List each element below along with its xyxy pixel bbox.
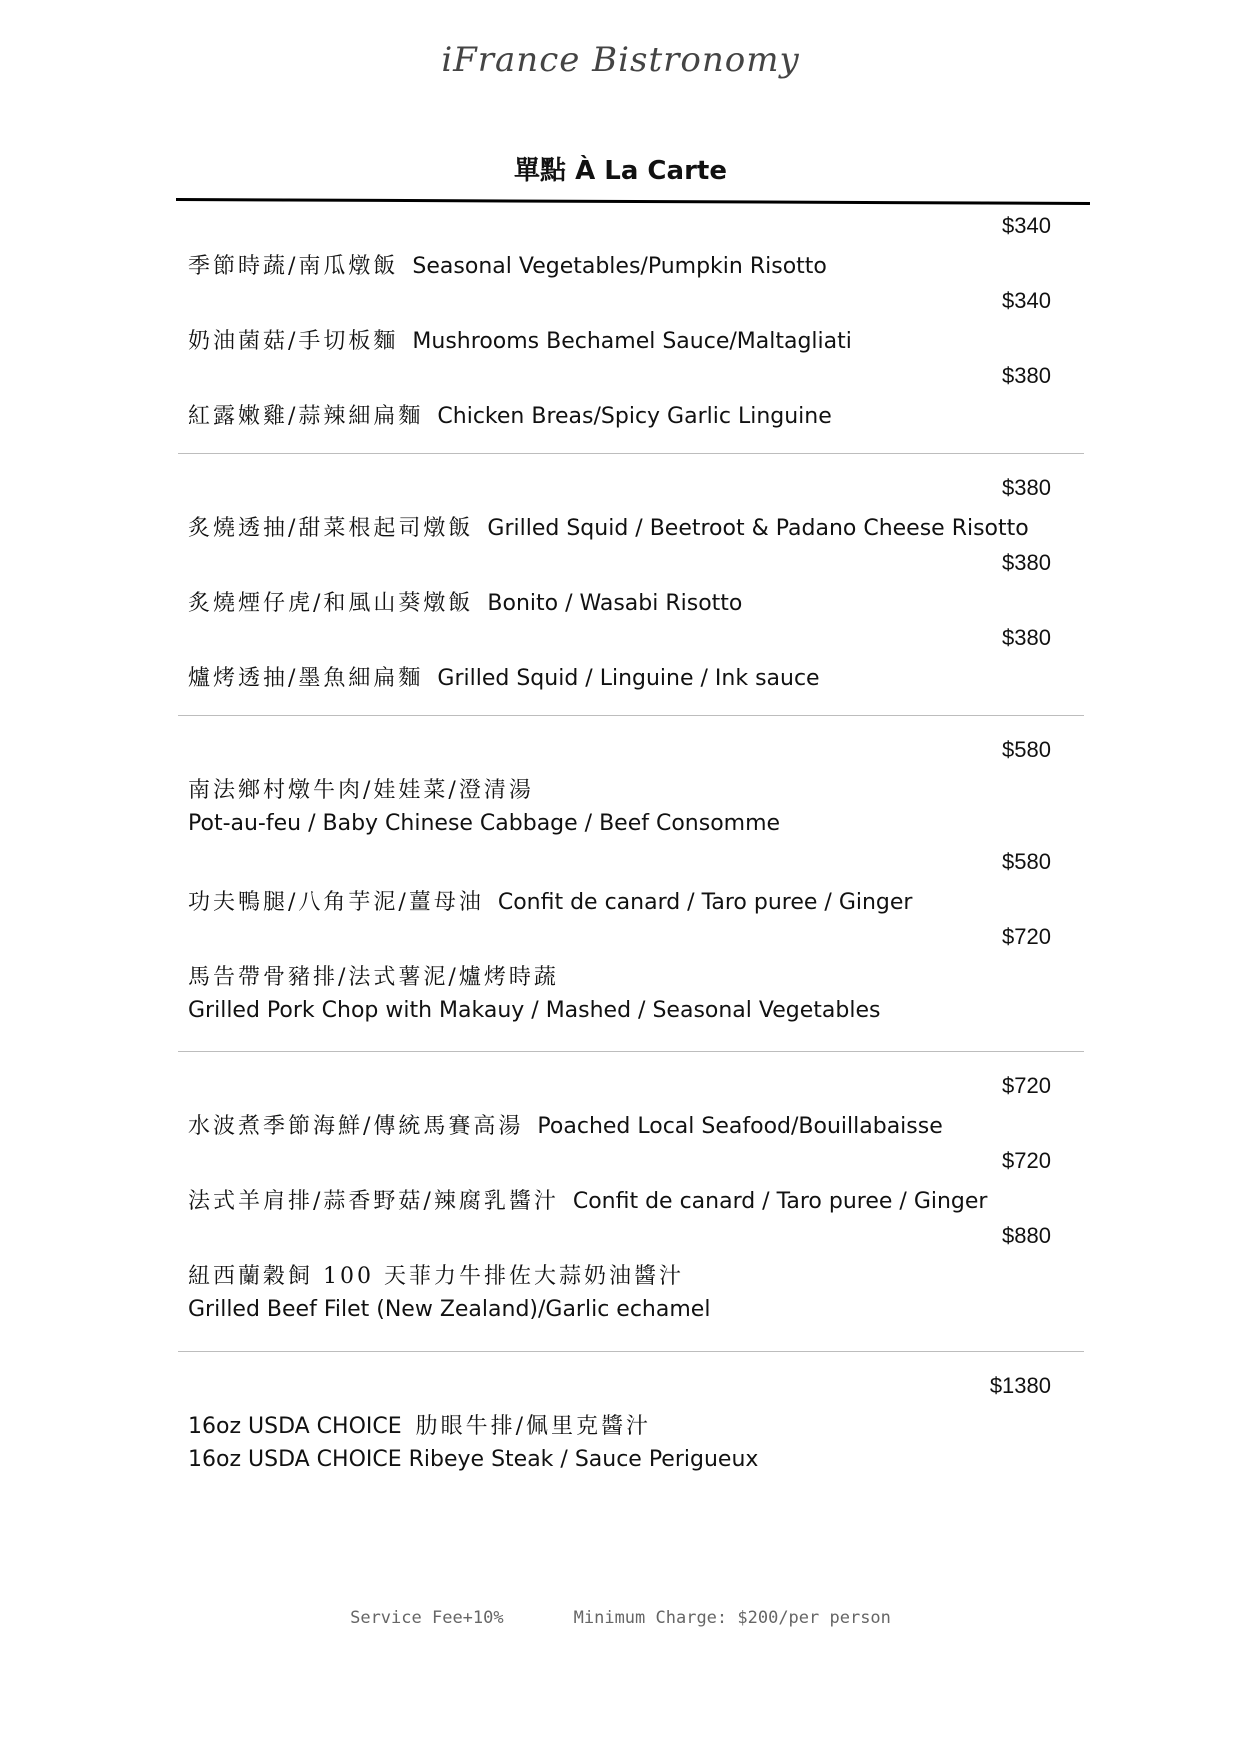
page-title: 單點 À La Carte	[514, 156, 727, 186]
section-divider	[178, 715, 1084, 716]
item-name-en: Chicken Breas/Spicy Garlic Linguine	[437, 404, 832, 429]
item-name-zh: 南法鄉村燉牛肉/娃娃菜/澄清湯	[188, 778, 534, 803]
item-name-zh: 紅露嫩雞/蒜辣細扁麵	[188, 404, 424, 429]
section-divider	[178, 1351, 1084, 1352]
item-name-en: 16oz USDA CHOICE Ribeye Steak / Sauce Perigueux	[188, 1447, 759, 1472]
item-name-en: Confit de canard / Taro puree / Ginger	[497, 890, 913, 915]
menu-item-en-line	[188, 1447, 758, 1472]
item-name-en: Grilled Pork Chop with Makauy / Mashed / Seasonal Vegetables	[188, 998, 881, 1023]
item-price: $880	[1002, 1223, 1051, 1248]
item-price: $380	[1002, 625, 1051, 650]
item-name-en: Poached Local Seafood/Bouillabaisse	[537, 1114, 943, 1139]
title-rule	[176, 198, 1090, 205]
menu-item-zh-line	[188, 773, 534, 804]
item-price: $720	[1002, 1073, 1051, 1098]
item-price: $380	[1002, 363, 1051, 388]
item-name-en: Confit de canard / Taro puree / Ginger	[572, 1189, 988, 1214]
item-price: $380	[1002, 550, 1051, 575]
item-price: $720	[1002, 1148, 1051, 1173]
item-name-zh: 奶油菌菇/手切板麵	[188, 329, 399, 354]
item-price: $580	[1002, 849, 1051, 874]
menu-item-zh-line	[188, 960, 559, 991]
item-name-en: Seasonal Vegetables/Pumpkin Risotto	[412, 254, 827, 279]
item-name-zh: 季節時蔬/南瓜燉飯	[188, 254, 399, 279]
menu-item-en-line	[188, 1297, 710, 1322]
item-name-prefix: 16oz USDA CHOICE	[188, 1414, 402, 1439]
item-price: $340	[1002, 288, 1051, 313]
menu-item	[188, 324, 852, 355]
section-divider	[178, 453, 1084, 454]
item-name-zh: 爐烤透抽/墨魚細扁麵	[188, 666, 424, 691]
item-name-en: Grilled Squid / Beetroot & Padano Cheese Risotto	[487, 516, 1029, 541]
item-name-zh: 功夫鴨腿/八角芋泥/薑母油	[188, 890, 484, 915]
item-price: $1380	[989, 1373, 1051, 1398]
service-fee: Service Fee+10%	[350, 1608, 504, 1628]
menu-item-en-line	[188, 998, 880, 1023]
item-price: $720	[1002, 924, 1051, 949]
item-name-zh: 肋眼牛排/佩里克醬汁	[415, 1414, 652, 1439]
menu-item	[188, 249, 827, 280]
item-name-zh: 法式羊肩排/蒜香野菇/辣腐乳醬汁	[188, 1189, 559, 1214]
menu-item-zh-line	[188, 1259, 684, 1290]
menu-item	[188, 1109, 943, 1140]
item-name-en: Mushrooms Bechamel Sauce/Maltagliati	[412, 329, 852, 354]
menu-item	[188, 586, 742, 617]
item-name-en: Grilled Squid / Linguine / Ink sauce	[437, 666, 820, 691]
item-name-en: Bonito / Wasabi Risotto	[487, 591, 743, 616]
section-divider	[178, 1051, 1084, 1052]
menu-item-en-line	[188, 811, 780, 836]
item-name-en: Pot-au-feu / Baby Chinese Cabbage / Beef Consomme	[188, 811, 781, 836]
item-name-zh: 紐西蘭穀飼 100 天菲力牛排佐大蒜奶油醬汁	[188, 1264, 684, 1289]
brand-logo: iFrance Bistronomy	[441, 40, 800, 80]
item-price: $380	[1002, 475, 1051, 500]
minimum-charge: Minimum Charge: $200/per person	[573, 1608, 891, 1628]
item-price: $340	[1002, 213, 1051, 238]
item-name-zh: 炙燒透抽/甜菜根起司燉飯	[188, 516, 474, 541]
menu-item	[188, 885, 912, 916]
menu-item	[188, 1184, 987, 1215]
menu-item	[188, 661, 820, 692]
item-name-zh: 水波煮季節海鮮/傳統馬賽高湯	[188, 1114, 524, 1139]
item-price: $580	[1002, 737, 1051, 762]
footer	[0, 1608, 1241, 1628]
item-name-zh: 馬告帶骨豬排/法式薯泥/爐烤時蔬	[188, 965, 559, 990]
menu-item	[188, 399, 832, 430]
menu-item-zh-line	[188, 1409, 651, 1440]
item-name-en: Grilled Beef Filet (New Zealand)/Garlic echamel	[188, 1297, 711, 1322]
item-name-zh: 炙燒煙仔虎/和風山葵燉飯	[188, 591, 474, 616]
menu-item	[188, 511, 1029, 542]
